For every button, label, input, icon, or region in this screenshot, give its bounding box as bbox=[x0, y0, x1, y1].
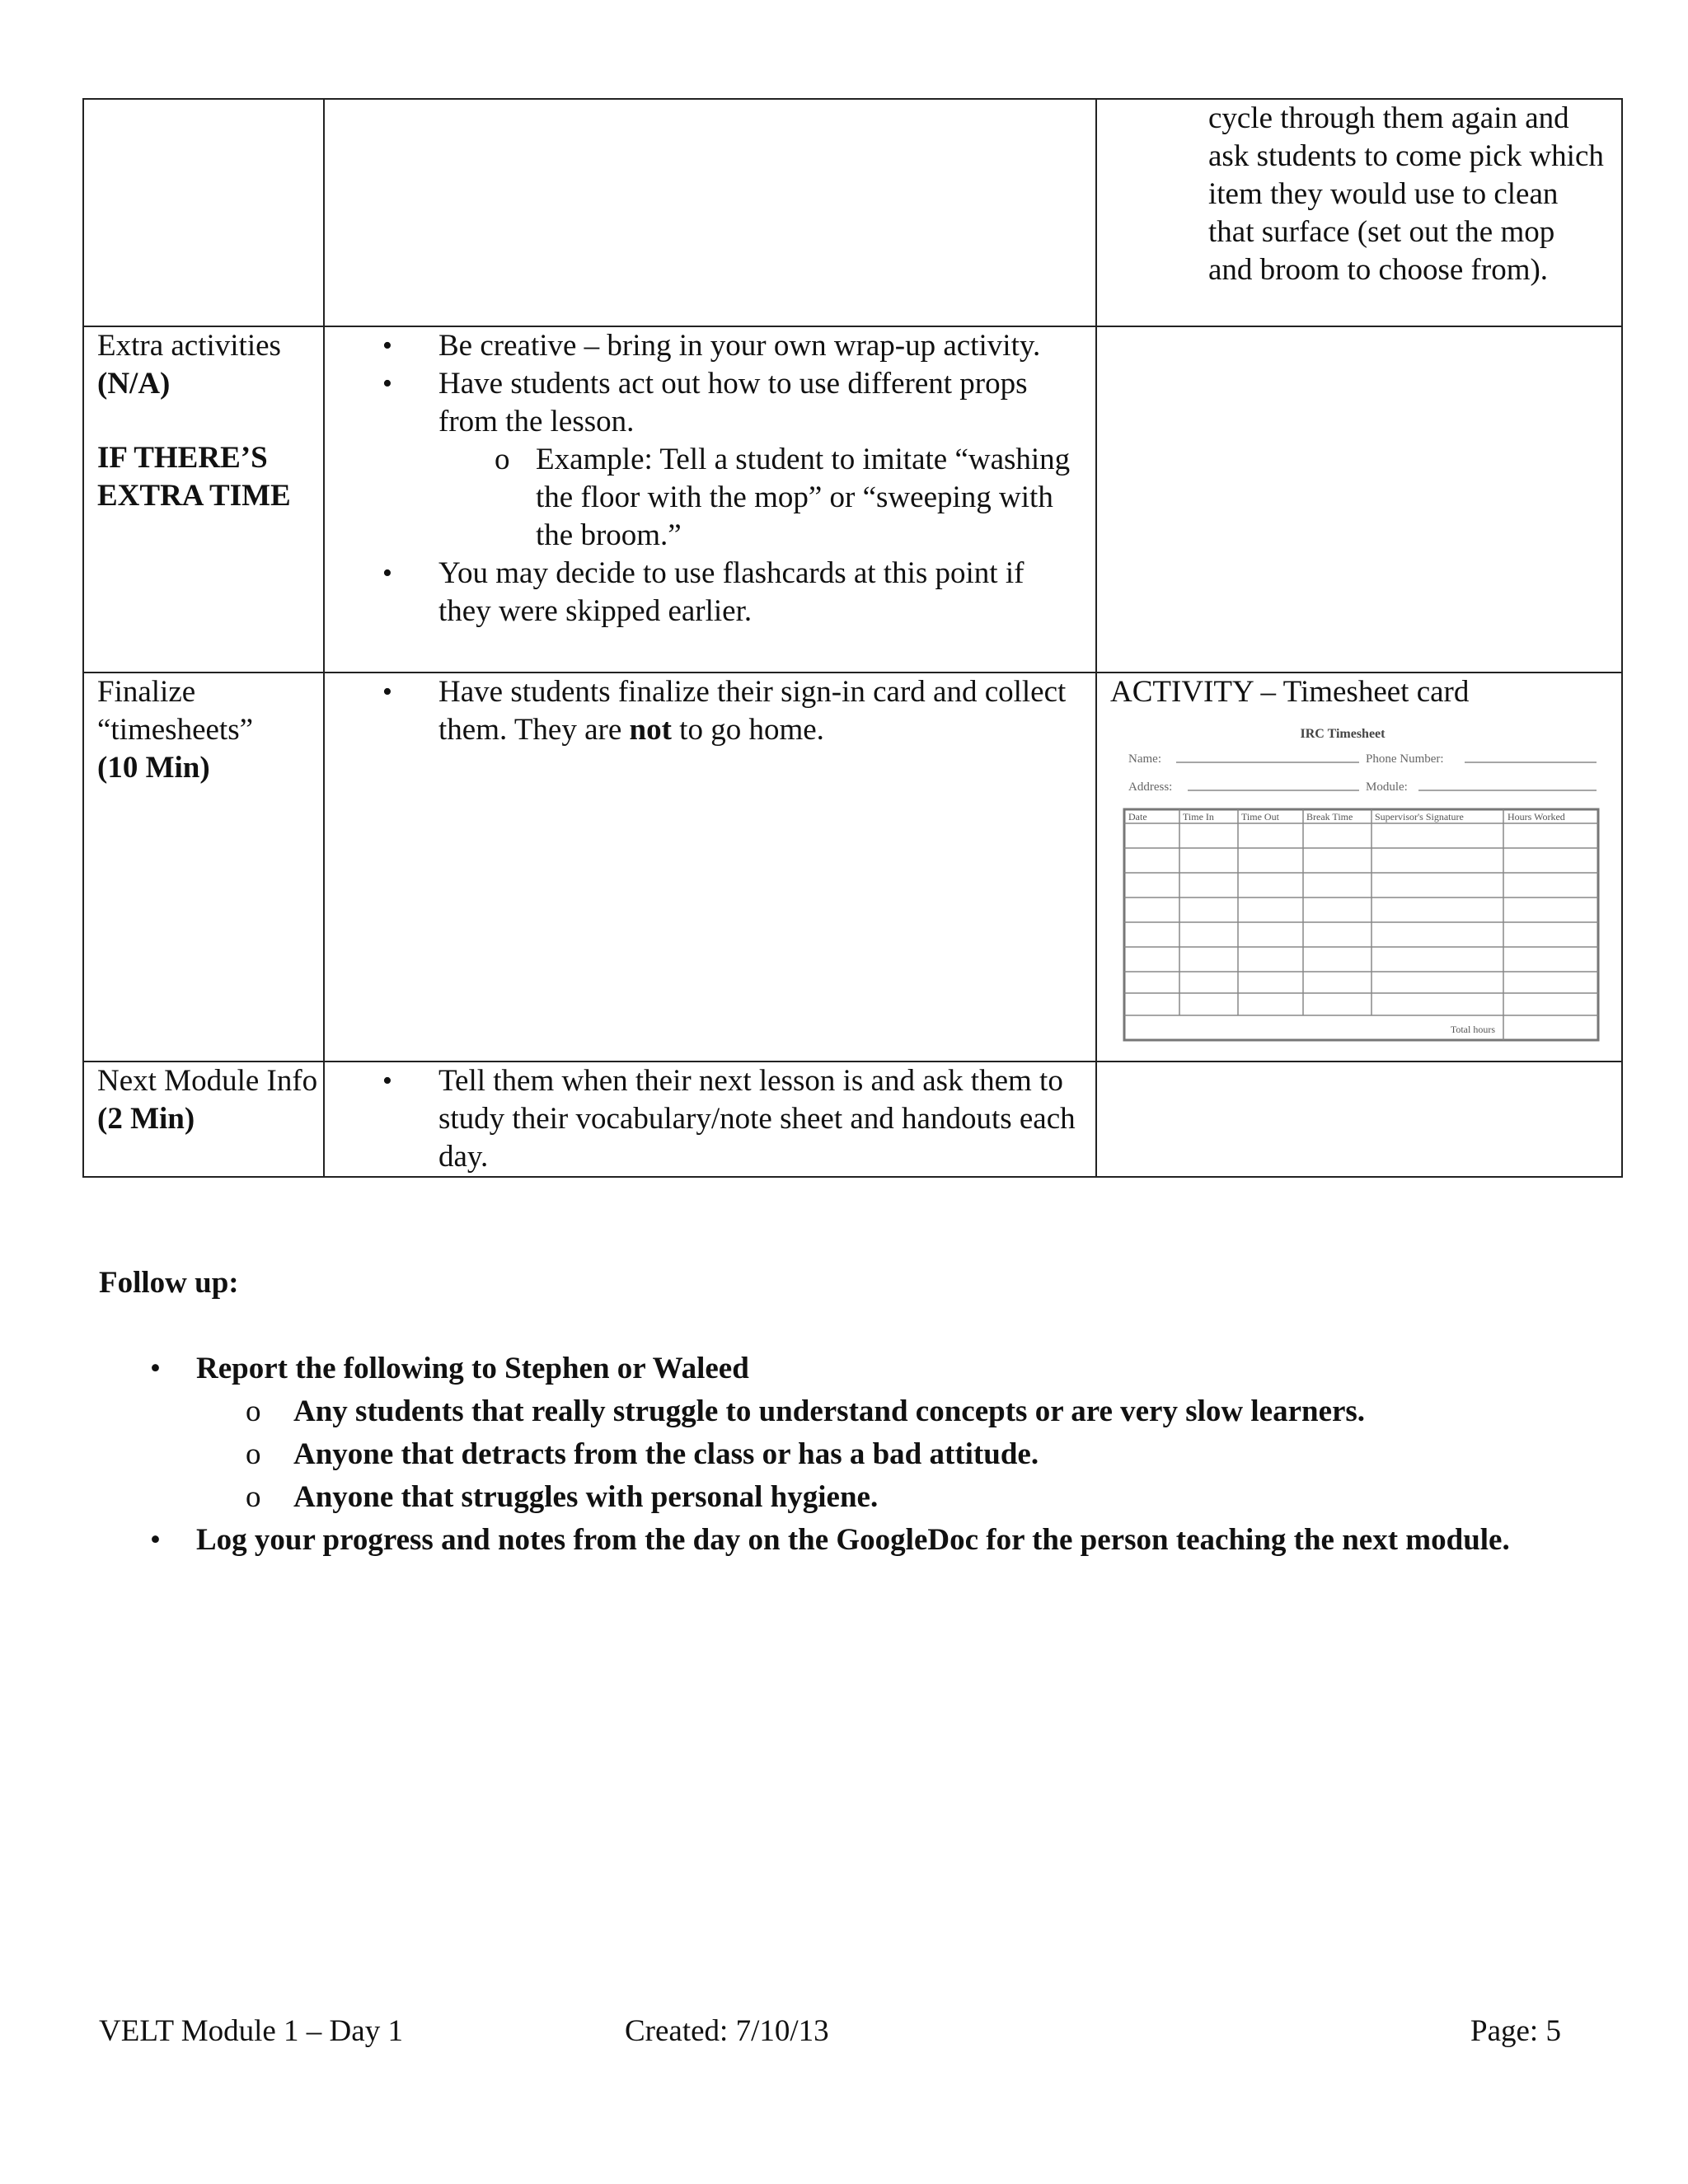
follow-up-heading: Follow up: bbox=[99, 1266, 239, 1300]
row4-label: Next Module Info bbox=[97, 1064, 318, 1098]
card-col-break: Break Time bbox=[1306, 811, 1353, 823]
card-total-hours: Total hours bbox=[1450, 1024, 1495, 1035]
table-row bbox=[83, 99, 1622, 326]
row4-time: (2 Min) bbox=[97, 1102, 195, 1136]
sub-list-item: o Any students that really struggle to understand concepts or are very slow learners. bbox=[196, 1390, 1517, 1433]
lesson-plan-table bbox=[82, 98, 1623, 1178]
list-item bbox=[99, 1347, 1517, 1519]
row2-bullet-list bbox=[325, 327, 1095, 630]
footer-module: VELT Module 1 – Day 1 bbox=[99, 2014, 403, 2048]
row1-instructions-cell bbox=[324, 99, 1096, 326]
row2-note: IF THERE’S EXTRA TIME bbox=[97, 441, 291, 513]
row3-bullet-list bbox=[325, 673, 1095, 749]
card-module-label: Module: bbox=[1366, 780, 1408, 794]
follow-up-list bbox=[99, 1347, 1517, 1562]
row4-label-cell bbox=[83, 1062, 324, 1177]
row2-sub-list bbox=[438, 441, 1079, 555]
table-row bbox=[83, 1062, 1622, 1177]
sub-list-item: o Anyone that detracts from the class or has a bad attitude. bbox=[196, 1433, 1517, 1476]
card-title: IRC Timesheet bbox=[1300, 727, 1386, 741]
footer-page-number: Page: 5 bbox=[1470, 2014, 1561, 2048]
row4-materials-cell bbox=[1096, 1062, 1622, 1177]
sub-list-item: o Anyone that struggles with personal hygiene. bbox=[196, 1476, 1517, 1519]
row3-materials-cell bbox=[1096, 673, 1622, 1062]
card-col-hours: Hours Worked bbox=[1507, 811, 1565, 823]
sub-list-item: o Example: Tell a student to imitate “washing the floor with the mop” or “sweeping with the broom.” bbox=[438, 441, 1079, 555]
row3-instructions-cell bbox=[324, 673, 1096, 1062]
row1-continued-text: cycle through them again and ask students to come pick which item they would use to clean that surface (set out the mop and broom to choose from). bbox=[1208, 101, 1604, 287]
list-item: • Log your progress and notes from the day on the GoogleDoc for the person teaching the next module. bbox=[99, 1519, 1517, 1562]
card-phone-label: Phone Number: bbox=[1366, 752, 1444, 766]
card-grid-border bbox=[1124, 809, 1598, 1040]
row1-materials-cell bbox=[1096, 99, 1622, 326]
bullet-text: to go home. bbox=[671, 713, 824, 747]
row2-materials-cell bbox=[1096, 326, 1622, 673]
row1-label-cell bbox=[83, 99, 324, 326]
row3-time: (10 Min) bbox=[97, 751, 210, 785]
row3-label: Finalize “timesheets” bbox=[97, 675, 254, 747]
bullet-text: Have students finalize their sign-in card and collect them. They are bbox=[438, 675, 1067, 747]
row2-time: (N/A) bbox=[97, 367, 171, 401]
card-col-time-out: Time Out bbox=[1241, 811, 1279, 823]
card-col-signature: Supervisor's Signature bbox=[1375, 811, 1464, 823]
card-col-date: Date bbox=[1128, 811, 1147, 823]
list-item bbox=[325, 673, 1095, 749]
card-name-label: Name: bbox=[1128, 752, 1161, 766]
activity-title: ACTIVITY – Timesheet card bbox=[1110, 675, 1470, 709]
row2-label: Extra activities bbox=[97, 329, 281, 363]
row2-label-cell bbox=[83, 326, 324, 673]
footer-created: Created: 7/10/13 bbox=[625, 2014, 829, 2048]
list-item bbox=[325, 365, 1095, 555]
row3-label-cell bbox=[83, 673, 324, 1062]
row4-bullet-list bbox=[325, 1062, 1095, 1176]
follow-up-sub-list bbox=[196, 1390, 1517, 1519]
list-item: • Be creative – bring in your own wrap-up activity. bbox=[325, 327, 1095, 365]
row4-instructions-cell bbox=[324, 1062, 1096, 1177]
card-grid-lines bbox=[1124, 809, 1598, 1040]
timesheet-card-image bbox=[1120, 723, 1602, 1048]
follow-up-item-text: Report the following to Stephen or Waleed bbox=[196, 1352, 749, 1385]
list-item-text: Have students act out how to use different props from the lesson. bbox=[438, 367, 1028, 438]
table-row bbox=[83, 326, 1622, 673]
card-address-label: Address: bbox=[1128, 780, 1173, 794]
list-item: • You may decide to use flashcards at this point if they were skipped earlier. bbox=[325, 555, 1095, 630]
table-row bbox=[83, 673, 1622, 1062]
bullet-emphasis: not bbox=[629, 713, 672, 747]
list-item: • Tell them when their next lesson is and ask them to study their vocabulary/note sheet and handouts each day. bbox=[325, 1062, 1095, 1176]
row2-instructions-cell bbox=[324, 326, 1096, 673]
card-col-time-in: Time In bbox=[1183, 811, 1214, 823]
